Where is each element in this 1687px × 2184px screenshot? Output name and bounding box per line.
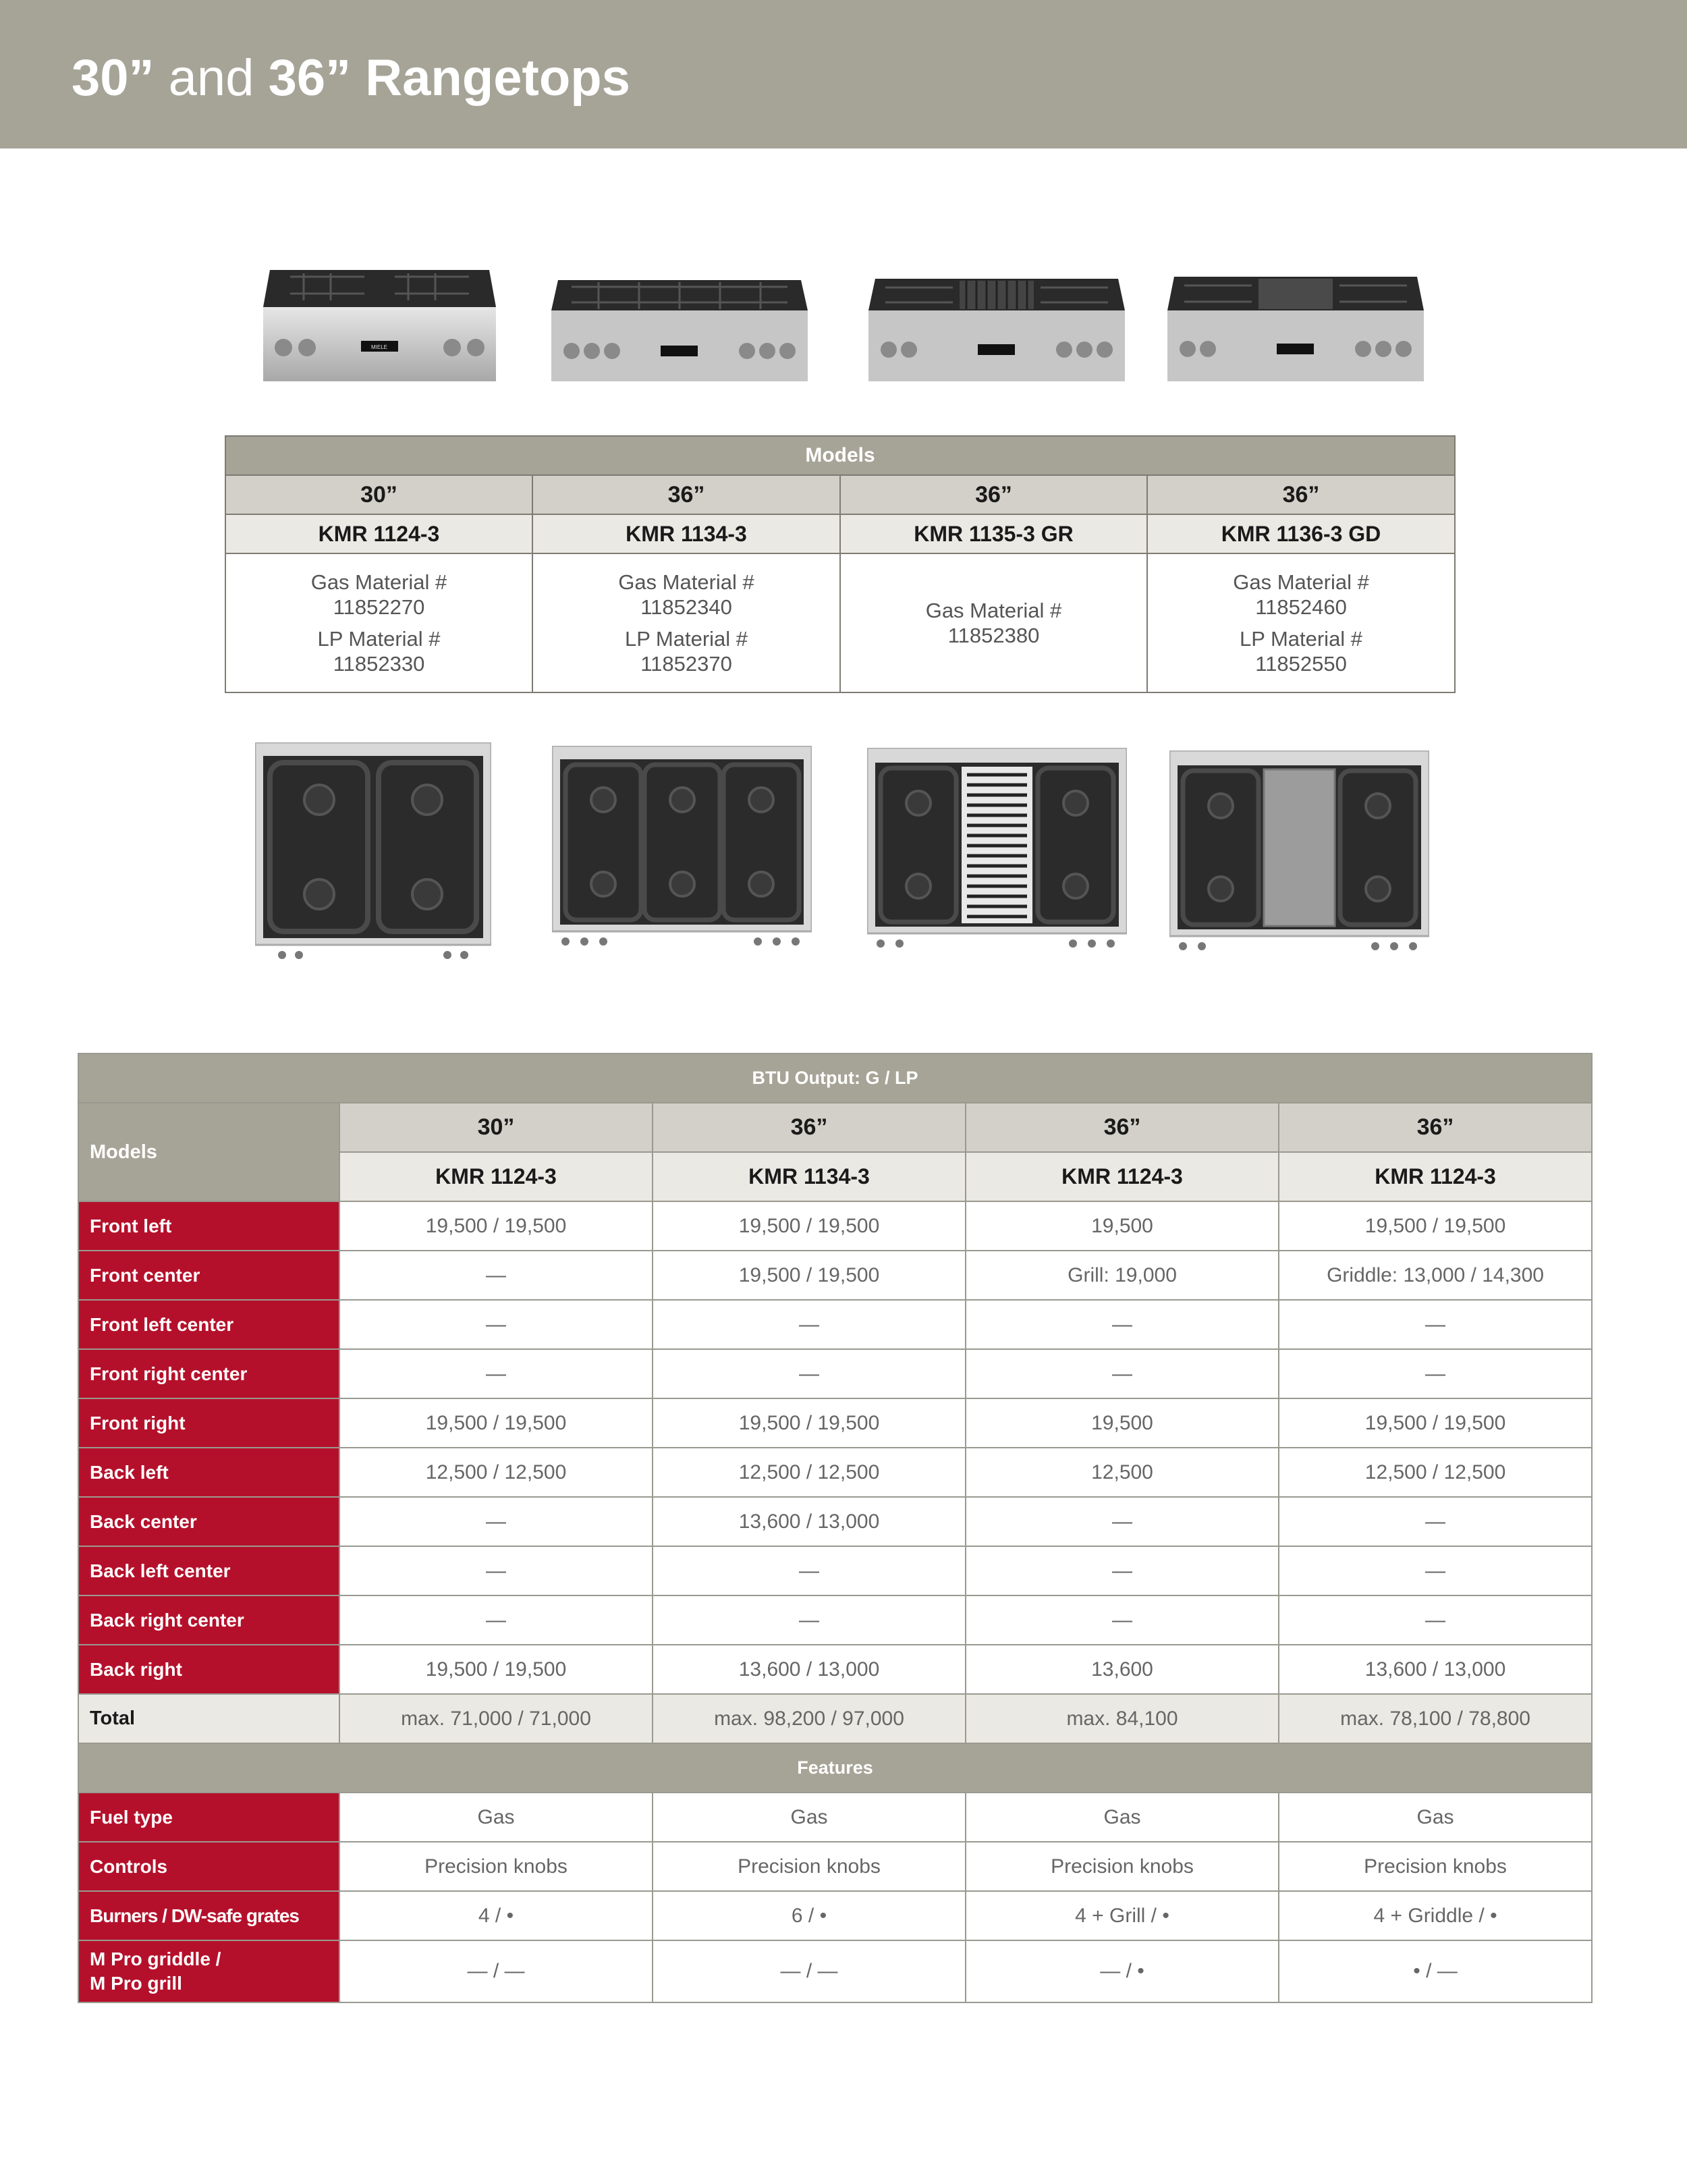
table-row: Fuel type Gas Gas Gas Gas (78, 1793, 1592, 1842)
table-row: Front left center — — — — (78, 1300, 1592, 1349)
models-table (225, 435, 1456, 693)
material-numbers-1136: Gas Material # 11852460 LP Material # 11852550 (1147, 553, 1455, 692)
btu-model-col-3: KMR 1124-3 (966, 1152, 1279, 1201)
table-row: Front right center — — — — (78, 1349, 1592, 1398)
table-row: Burners / DW-safe grates 4 / • 6 / • 4 + Grill / • 4 + Griddle / • (78, 1891, 1592, 1940)
page-title: 30” and 36” Rangetops (72, 49, 630, 107)
total-row: Total max. 71,000 / 71,000 max. 98,200 / 97,000 max. 84,100 max. 78,100 / 78,800 (78, 1694, 1592, 1743)
row-label-controls: Controls (78, 1842, 339, 1891)
material-numbers-1124: Gas Material # 11852270 LP Material # 11852330 (225, 553, 532, 692)
btu-model-col-1: KMR 1124-3 (339, 1152, 653, 1201)
row-label-burners-grates: Burners / DW-safe grates (78, 1891, 339, 1940)
models-size-36-c: 36” (1147, 475, 1455, 514)
btu-size-col-1: 30” (339, 1103, 653, 1152)
brand-label: MIELE (370, 344, 388, 350)
models-size-30: 30” (225, 475, 532, 514)
table-row: Back left center — — — — (78, 1546, 1592, 1595)
row-label-front-right-center: Front right center (78, 1349, 339, 1398)
row-label-fuel-type: Fuel type (78, 1793, 339, 1842)
row-label-back-left: Back left (78, 1448, 339, 1497)
model-kmr-1134-3: KMR 1134-3 (532, 514, 840, 553)
table-row: Back center — 13,600 / 13,000 — — (78, 1497, 1592, 1546)
table-row: Front right 19,500 / 19,500 19,500 / 19,500 19,500 19,500 / 19,500 (78, 1398, 1592, 1448)
features-title: Features (78, 1743, 1592, 1793)
overhead-photo-36-grill (867, 748, 1127, 950)
row-label-back-right: Back right (78, 1645, 339, 1694)
rangetop-photo-36-griddle (1167, 273, 1424, 381)
model-kmr-1124-3: KMR 1124-3 (225, 514, 532, 553)
model-kmr-1136-3-gd: KMR 1136-3 GD (1147, 514, 1455, 553)
rangetop-photo-36-6-burner (551, 277, 808, 381)
row-label-total: Total (78, 1694, 339, 1743)
material-numbers-1135: Gas Material # 11852380 (840, 553, 1147, 692)
table-row: M Pro griddle / M Pro grill — / — — / — — / • • / — (78, 1940, 1592, 2002)
btu-model-col-4: KMR 1124-3 (1279, 1152, 1592, 1201)
rangetop-photo-30-4-burner (263, 267, 496, 381)
table-row: Back right 19,500 / 19,500 13,600 / 13,000 13,600 13,600 / 13,000 (78, 1645, 1592, 1694)
btu-model-col-2: KMR 1134-3 (653, 1152, 966, 1201)
row-label-griddle-grill: M Pro griddle / M Pro grill (78, 1940, 339, 2002)
btu-output-table (78, 1053, 1593, 2003)
table-row: Back left 12,500 / 12,500 12,500 / 12,500 12,500 12,500 / 12,500 (78, 1448, 1592, 1497)
row-label-back-left-center: Back left center (78, 1546, 339, 1595)
table-row: Front center — 19,500 / 19,500 Grill: 19,000 Griddle: 13,000 / 14,300 (78, 1251, 1592, 1300)
overhead-photo-36-griddle (1169, 750, 1429, 953)
btu-models-label: Models (78, 1103, 339, 1201)
row-label-back-center: Back center (78, 1497, 339, 1546)
table-row: Controls Precision knobs Precision knobs Precision knobs Precision knobs (78, 1842, 1592, 1891)
btu-size-col-4: 36” (1279, 1103, 1592, 1152)
rangetop-photo-36-grill (868, 275, 1125, 381)
btu-size-col-2: 36” (653, 1103, 966, 1152)
table-row: Front left 19,500 / 19,500 19,500 / 19,500 19,500 19,500 / 19,500 (78, 1201, 1592, 1251)
models-size-36-a: 36” (532, 475, 840, 514)
btu-table-title: BTU Output: G / LP (78, 1054, 1592, 1103)
btu-size-col-3: 36” (966, 1103, 1279, 1152)
models-table-title: Models (225, 436, 1455, 475)
models-size-36-b: 36” (840, 475, 1147, 514)
row-label-front-left: Front left (78, 1201, 339, 1251)
model-kmr-1135-3-gr: KMR 1135-3 GR (840, 514, 1147, 553)
row-label-front-center: Front center (78, 1251, 339, 1300)
material-numbers-1134: Gas Material # 11852340 LP Material # 11852370 (532, 553, 840, 692)
page-header (0, 0, 1687, 148)
overhead-photo-30-4-burner (255, 742, 491, 962)
row-label-back-right-center: Back right center (78, 1595, 339, 1645)
table-row: Back right center — — — — (78, 1595, 1592, 1645)
overhead-photo-36-6-burner (552, 746, 812, 948)
row-label-front-left-center: Front left center (78, 1300, 339, 1349)
row-label-front-right: Front right (78, 1398, 339, 1448)
